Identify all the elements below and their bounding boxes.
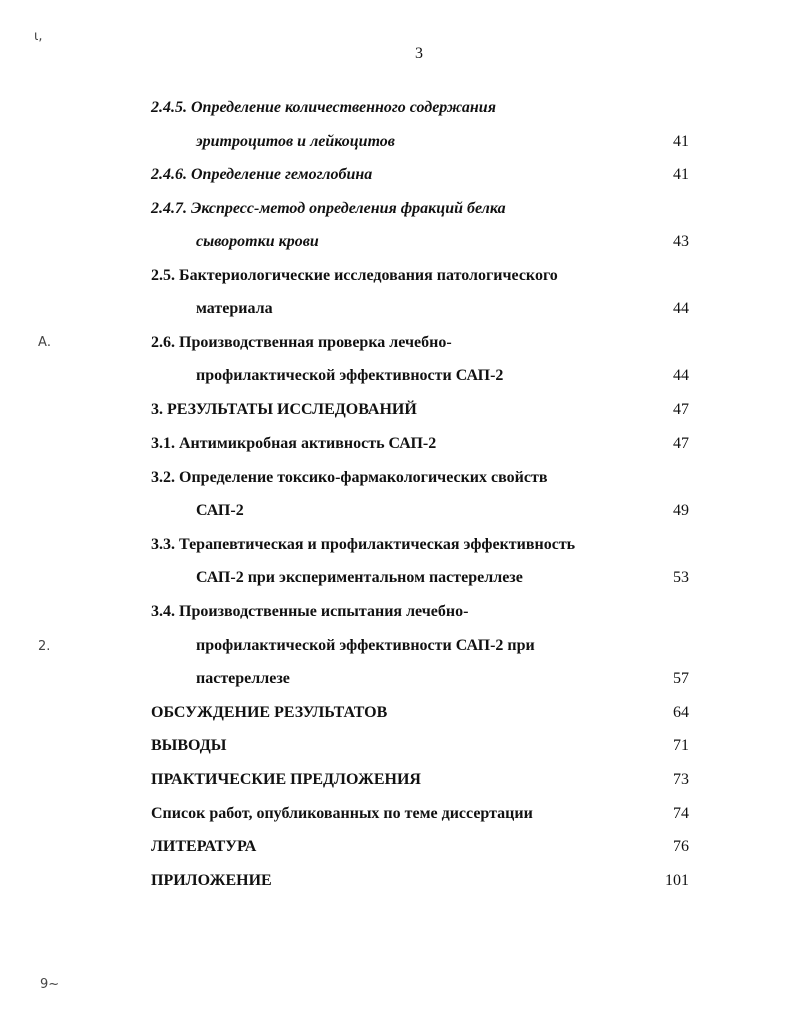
- toc-entry: эритроцитов и лейкоцитов: [196, 133, 395, 150]
- toc-entry: 2.4.7. Экспресс-метод определения фракций белка: [151, 200, 506, 217]
- toc-page-number: 43: [673, 233, 689, 250]
- toc-page-number: 41: [673, 133, 689, 150]
- toc-page-number: 74: [673, 805, 689, 822]
- toc-entry: профилактической эффективности САП-2: [196, 367, 504, 384]
- margin-mark: 2.: [38, 639, 51, 654]
- toc-entry: 2.5. Бактериологические исследования патологического: [151, 267, 558, 284]
- toc-entry: профилактической эффективности САП-2 при: [196, 637, 535, 654]
- toc-entry: 3. РЕЗУЛЬТАТЫ ИССЛЕДОВАНИЙ: [151, 401, 417, 418]
- toc-entry: 2.6. Производственная проверка лечебно-: [151, 334, 452, 351]
- margin-mark: ι,: [34, 29, 43, 44]
- toc-entry: ОБСУЖДЕНИЕ РЕЗУЛЬТАТОВ: [151, 704, 388, 721]
- toc-entry: ВЫВОДЫ: [151, 737, 227, 754]
- toc-entry: САП-2: [196, 502, 244, 519]
- toc-entry: пастереллезе: [196, 670, 290, 687]
- toc-page-number: 49: [673, 502, 689, 519]
- toc-page-number: 76: [673, 838, 689, 855]
- toc-entry: Список работ, опубликованных по теме диссертации: [151, 805, 533, 822]
- toc-entry: 2.4.5. Определение количественного содержания: [151, 99, 496, 116]
- toc-entry: сыворотки крови: [196, 233, 319, 250]
- margin-mark: 9~: [40, 977, 60, 992]
- toc-page-number: 71: [673, 737, 689, 754]
- toc-entry: 2.4.6. Определение гемоглобина: [151, 166, 373, 183]
- page-number: 3: [415, 45, 423, 62]
- toc-page-number: 57: [673, 670, 689, 687]
- toc-entry: 3.4. Производственные испытания лечебно-: [151, 603, 469, 620]
- toc-entry: САП-2 при экспериментальном пастереллезе: [196, 569, 523, 586]
- toc-entry: ПРАКТИЧЕСКИЕ ПРЕДЛОЖЕНИЯ: [151, 771, 421, 788]
- toc-page-number: 47: [673, 435, 689, 452]
- toc-page-number: 44: [673, 300, 689, 317]
- toc-page-number: 44: [673, 367, 689, 384]
- toc-page-number: 41: [673, 166, 689, 183]
- toc-entry: ПРИЛОЖЕНИЕ: [151, 872, 272, 889]
- toc-page-number: 101: [665, 872, 689, 889]
- toc-page-number: 73: [673, 771, 689, 788]
- toc-entry: ЛИТЕРАТУРА: [151, 838, 257, 855]
- toc-entry: 3.1. Антимикробная активность САП-2: [151, 435, 437, 452]
- toc-entry: материала: [196, 300, 273, 317]
- toc-page-number: 47: [673, 401, 689, 418]
- toc-entry: 3.3. Терапевтическая и профилактическая эффективность: [151, 536, 576, 553]
- toc-page-number: 64: [673, 704, 689, 721]
- margin-mark: Α.: [38, 335, 52, 350]
- toc-page-number: 53: [673, 569, 689, 586]
- toc-entry: 3.2. Определение токсико-фармакологических свойств: [151, 469, 548, 486]
